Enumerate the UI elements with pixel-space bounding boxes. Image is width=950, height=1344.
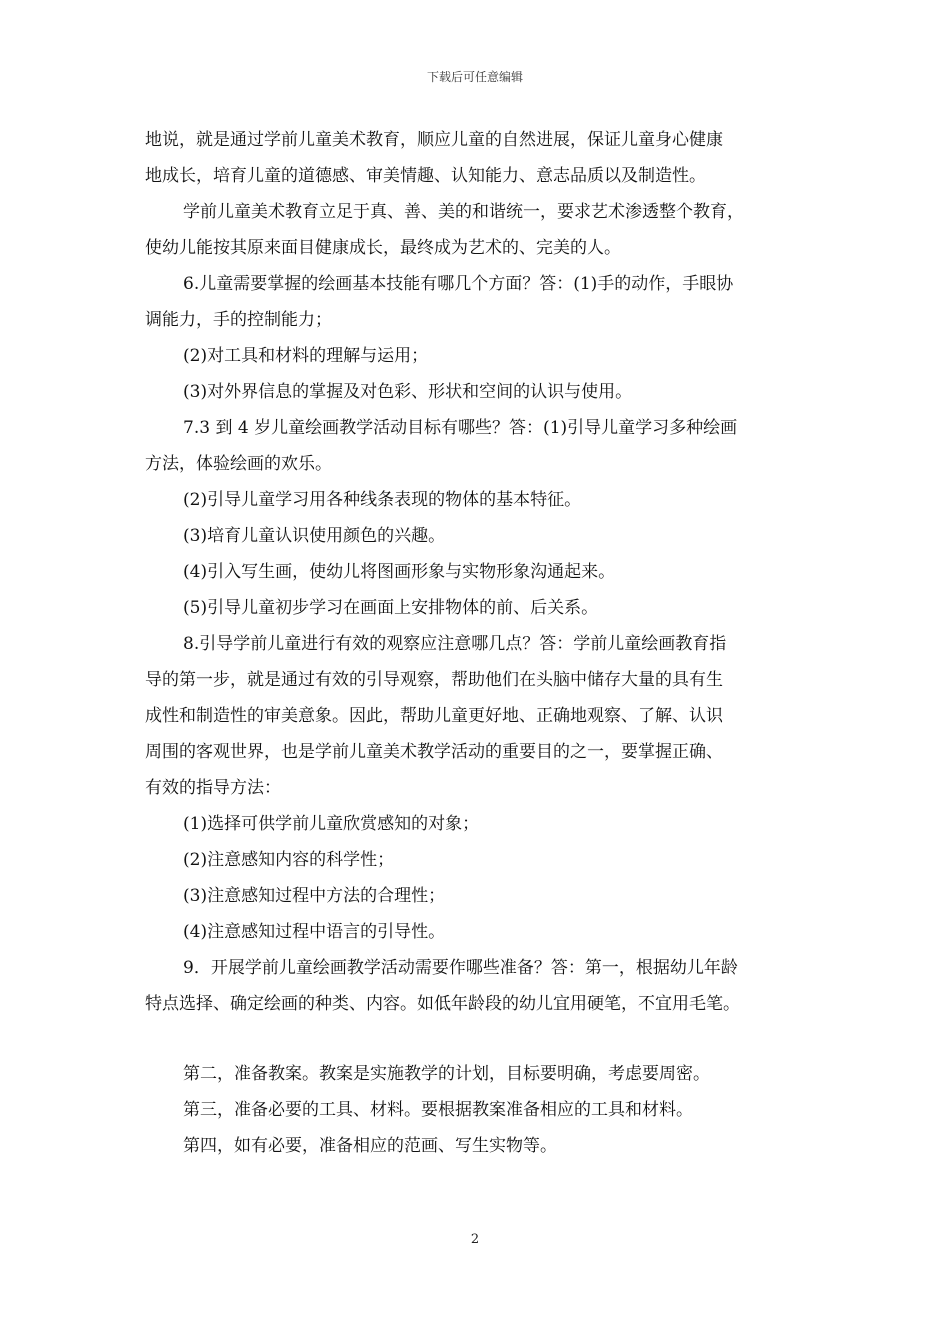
text-line: (5)引导儿童初步学习在画面上安排物体的前、后关系。: [183, 598, 599, 618]
text-line: 调能力，手的控制能力；: [145, 310, 332, 330]
document-body: [145, 122, 815, 1164]
text-line: (3)培育儿童认识使用颜色的兴趣。: [183, 526, 446, 546]
text-line: 9．开展学前儿童绘画教学活动需要作哪些准备？答：第一，根据幼儿年龄: [183, 958, 738, 978]
text-line: 方法，体验绘画的欢乐。: [145, 454, 332, 474]
page-header: 下载后可任意编辑: [426, 70, 523, 84]
text-line: (3)注意感知过程中方法的合理性；: [183, 886, 446, 906]
text-line: (2)引导儿童学习用各种线条表现的物体的基本特征。: [183, 490, 582, 510]
text-line: (4)注意感知过程中语言的引导性。: [183, 922, 446, 942]
text-line: (2)对工具和材料的理解与运用；: [183, 346, 429, 366]
page-number: 2: [470, 1232, 480, 1247]
text-line: 第二，准备教案。教案是实施教学的计划，目标要明确，考虑要周密。: [183, 1064, 710, 1084]
text-line: 第三，准备必要的工具、材料。要根据教案准备相应的工具和材料。: [183, 1100, 693, 1120]
text-line: 7.3 到 4 岁儿童绘画教学活动目标有哪些？答：(1)引导儿童学习多种绘画: [183, 418, 738, 438]
text-line: (4)引入写生画，使幼儿将图画形象与实物形象沟通起来。: [183, 562, 616, 582]
text-line: 8.引导学前儿童进行有效的观察应注意哪几点？答：学前儿童绘画教育指: [183, 634, 727, 654]
text-line: 周围的客观世界，也是学前儿童美术教学活动的重要目的之一，要掌握正确、: [145, 742, 723, 762]
text-line: 有效的指导方法：: [145, 778, 281, 798]
text-line: 特点选择、确定绘画的种类、内容。如低年龄段的幼儿宜用硬笔，不宜用毛笔。: [145, 994, 740, 1014]
text-line: (1)选择可供学前儿童欣赏感知的对象；: [183, 814, 480, 834]
text-line: 使幼儿能按其原来面目健康成长，最终成为艺术的、完美的人。: [145, 238, 621, 258]
text-line: 地成长，培育儿童的道德感、审美情趣、认知能力、意志品质以及制造性。: [145, 166, 706, 186]
text-line: 成性和制造性的审美意象。因此，帮助儿童更好地、正确地观察、了解、认识: [145, 706, 723, 726]
text-line: (3)对外界信息的掌握及对色彩、形状和空间的认识与使用。: [183, 382, 633, 402]
text-line: 导的第一步，就是通过有效的引导观察，帮助他们在头脑中储存大量的具有生: [145, 670, 723, 690]
text-line: 6.儿童需要掌握的绘画基本技能有哪几个方面？答：(1)手的动作，手眼协: [183, 274, 734, 294]
text-line: (2)注意感知内容的科学性；: [183, 850, 395, 870]
text-line: 学前儿童美术教育立足于真、善、美的和谐统一，要求艺术渗透整个教育，: [183, 202, 744, 222]
paragraph-gap: [145, 1022, 815, 1056]
text-line: 第四，如有必要，准备相应的范画、写生实物等。: [183, 1136, 557, 1156]
text-line: 地说，就是通过学前儿童美术教育，顺应儿童的自然进展，保证儿童身心健康: [145, 130, 723, 150]
